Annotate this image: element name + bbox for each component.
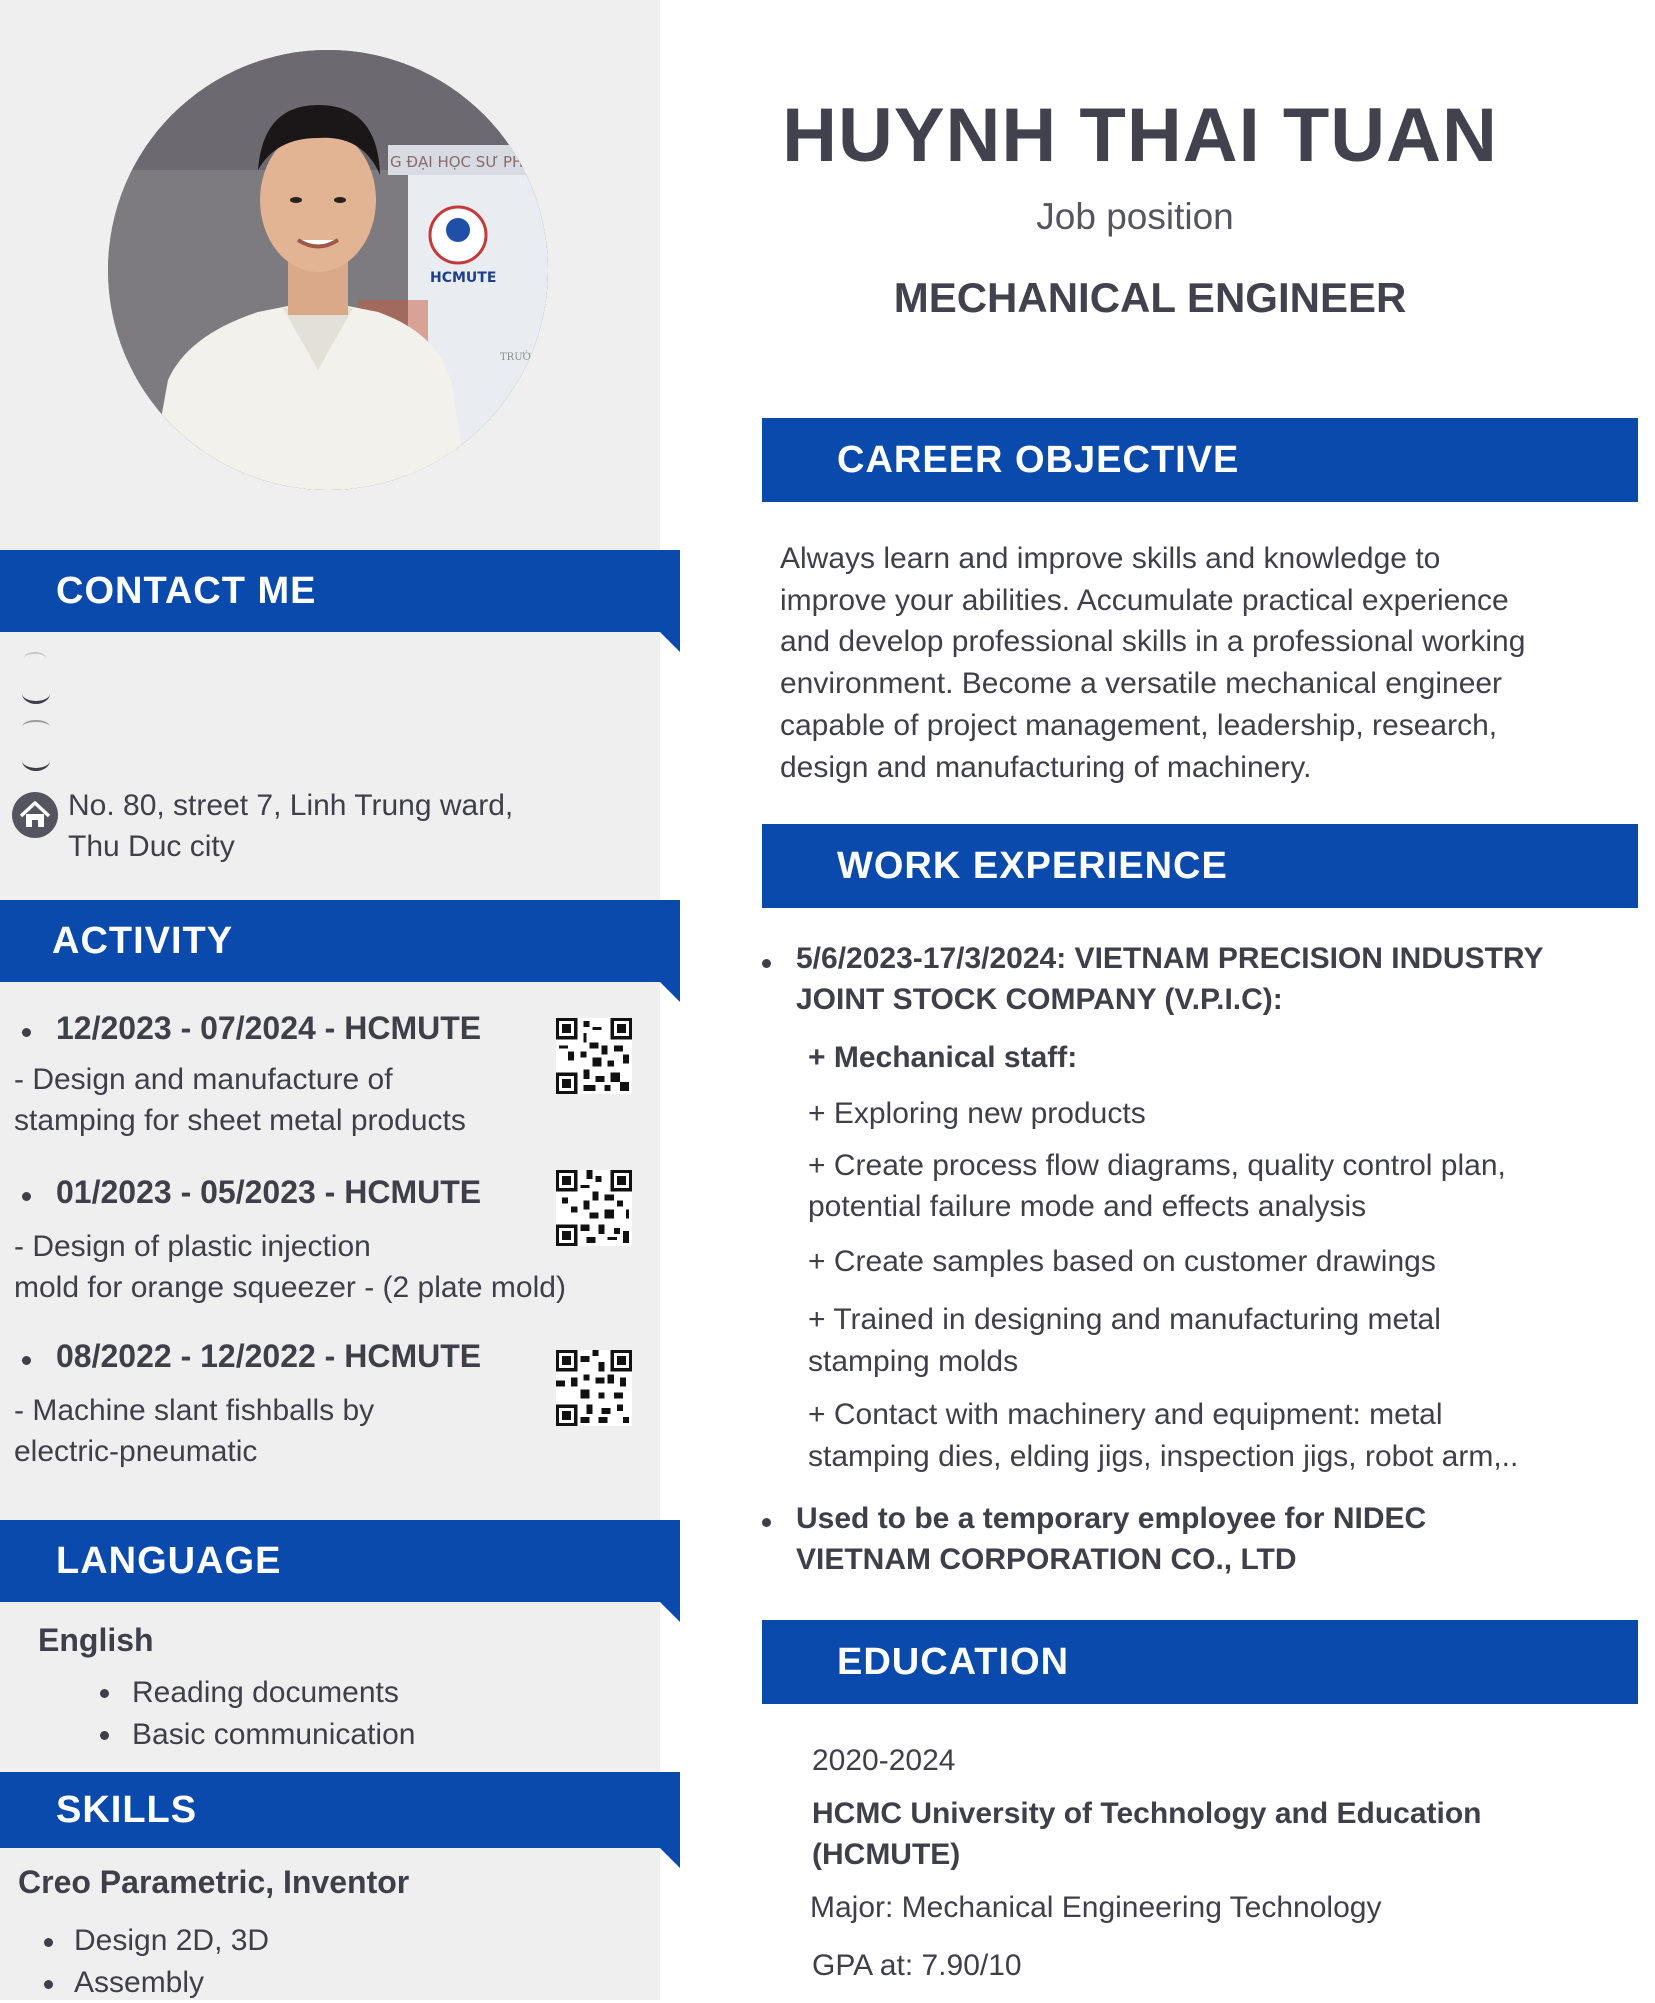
career-line-3: and develop professional skills in a professional working: [780, 625, 1526, 658]
skills-item-1: Design 2D, 3D: [74, 1924, 270, 1957]
education-school-2: (HCMUTE): [812, 1838, 961, 1871]
activity-desc-1a: - Design and manufacture of: [14, 1063, 393, 1096]
career-banner: [762, 418, 1638, 502]
job1-task-5b: stamping dies, elding jigs, inspection jigs, robot arm,..: [808, 1440, 1519, 1473]
job2-line-2: VIETNAM CORPORATION CO., LTD: [796, 1543, 1297, 1576]
education-school-1: HCMC University of Technology and Education: [812, 1797, 1482, 1830]
job1-role: + Mechanical staff:: [808, 1041, 1078, 1074]
job-title: MECHANICAL ENGINEER: [893, 274, 1407, 321]
education-major: Major: Mechanical Engineering Technology: [810, 1891, 1382, 1924]
language-title: LANGUAGE: [56, 1540, 282, 1582]
career-line-4: environment. Become a versatile mechanical engineer: [780, 667, 1503, 700]
skills-bullet: [44, 1980, 53, 1989]
job1-task-1: + Exploring new products: [808, 1097, 1146, 1130]
profile-photo: [108, 50, 548, 490]
language-name: English: [38, 1622, 154, 1658]
skills-bullet: [44, 1938, 53, 1947]
job1-line-2: JOINT STOCK COMPANY (V.P.I.C):: [796, 983, 1283, 1016]
contact-title: CONTACT ME: [56, 570, 317, 612]
activity-bullet: [22, 1356, 31, 1365]
profile-photo-illustration: [108, 50, 548, 490]
contact-banner: [0, 550, 680, 632]
job1-task-5a: + Contact with machinery and equipment: metal: [808, 1398, 1443, 1431]
language-item-2: Basic communication: [132, 1718, 416, 1751]
work-bullet: [762, 959, 771, 968]
activity-title: ACTIVITY: [52, 920, 234, 962]
skills-software: Creo Parametric, Inventor: [18, 1864, 410, 1900]
skills-item-2: Assembly: [74, 1966, 205, 1999]
job-position-label: Job position: [1036, 196, 1234, 237]
education-title: EDUCATION: [837, 1641, 1070, 1683]
activity-desc-1b: stamping for sheet metal products: [14, 1104, 466, 1137]
activity-heading-2: 01/2023 - 05/2023 - HCMUTE: [56, 1174, 482, 1210]
skills-banner: [0, 1772, 680, 1848]
activity-desc-3b: electric-pneumatic: [14, 1435, 258, 1468]
qr-code-3[interactable]: [556, 1350, 632, 1426]
banner-fold: [660, 1848, 680, 1868]
banner-fold: [660, 982, 680, 1002]
work-bullet: [762, 1518, 771, 1527]
career-line-1: Always learn and improve skills and knowledge to: [780, 542, 1441, 575]
photo-sign-text: HCMUTE: [430, 270, 497, 286]
email-icon: [24, 652, 46, 664]
activity-heading-1: 12/2023 - 07/2024 - HCMUTE: [56, 1010, 482, 1046]
career-line-6: design and manufacturing of machinery.: [780, 751, 1312, 784]
career-line-5: capable of project management, leadership, research,: [780, 709, 1498, 742]
job2-line-1: Used to be a temporary employee for NIDEC: [796, 1502, 1427, 1535]
banner-fold: [660, 632, 680, 652]
skills-title: SKILLS: [56, 1789, 198, 1831]
qr-code-2[interactable]: [556, 1170, 632, 1246]
language-banner: [0, 1520, 680, 1602]
address-line-1: No. 80, street 7, Linh Trung ward,: [68, 789, 514, 822]
home-icon: [12, 792, 58, 838]
phone-icon: [22, 683, 50, 704]
qr-code-1[interactable]: [556, 1018, 632, 1094]
activity-desc-2b: mold for orange squeezer - (2 plate mold): [14, 1271, 566, 1304]
activity-banner: [0, 900, 680, 982]
language-bullet: [100, 1689, 109, 1698]
web-icon: [22, 720, 50, 734]
activity-bullet: [22, 1028, 31, 1037]
photo-banner-text: G ĐẠI HỌC SƯ PHẠ: [390, 153, 534, 171]
language-bullet: [100, 1731, 109, 1740]
photo-corner-text: TRƯỜ: [500, 352, 531, 363]
candidate-name: HUYNH THAI TUAN: [782, 93, 1498, 178]
career-title: CAREER OBJECTIVE: [837, 439, 1240, 481]
job1-task-4b: stamping molds: [808, 1345, 1019, 1378]
job1-task-4a: + Trained in designing and manufacturing metal: [808, 1303, 1441, 1336]
social-icon: [22, 750, 50, 771]
activity-desc-2a: - Design of plastic injection: [14, 1230, 371, 1263]
job1-task-2a: + Create process flow diagrams, quality control plan,: [808, 1149, 1506, 1182]
career-line-2: improve your abilities. Accumulate practical experience: [780, 584, 1509, 617]
education-banner: [762, 1620, 1638, 1704]
education-years: 2020-2024: [812, 1744, 956, 1777]
activity-desc-3a: - Machine slant fishballs by: [14, 1394, 375, 1427]
language-item-1: Reading documents: [132, 1676, 399, 1709]
job1-task-2b: potential failure mode and effects analysis: [808, 1190, 1367, 1223]
activity-bullet: [22, 1192, 31, 1201]
education-gpa: GPA at: 7.90/10: [812, 1949, 1022, 1982]
banner-fold: [660, 1602, 680, 1622]
job1-line-1: 5/6/2023-17/3/2024: VIETNAM PRECISION INDUSTRY: [796, 942, 1544, 975]
address-line-2: Thu Duc city: [68, 830, 235, 863]
activity-heading-3: 08/2022 - 12/2022 - HCMUTE: [56, 1338, 482, 1374]
job1-task-3: + Create samples based on customer drawings: [808, 1245, 1436, 1278]
work-title: WORK EXPERIENCE: [837, 845, 1228, 887]
work-banner: [762, 824, 1638, 908]
